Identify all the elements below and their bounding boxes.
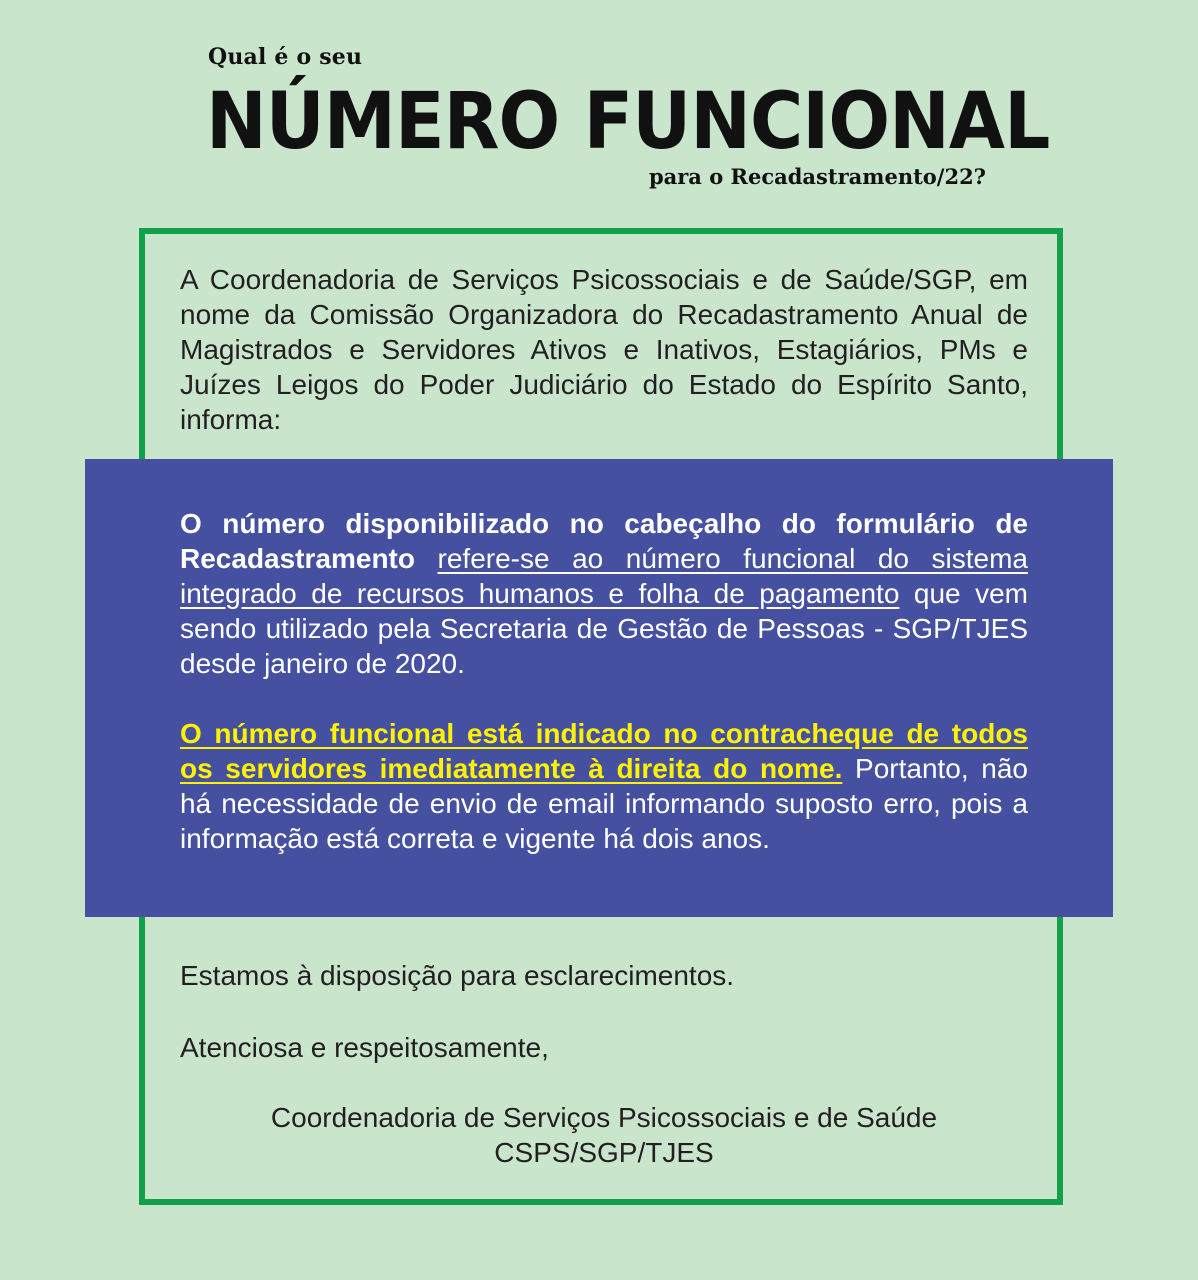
signature-line-2: CSPS/SGP/TJES [494,1137,714,1168]
header-subtitle: para o Recadastramento/22? [648,164,986,189]
intro-paragraph [180,262,1028,437]
availability-line: Estamos à disposição para esclarecimentos. [180,960,735,991]
notice-text [180,506,1028,856]
signature-line-1: Coordenadoria de Serviços Psicossociais e de Saúde [270,1102,938,1133]
header-kicker: Qual é o seu [208,44,363,70]
salutation-line: Atenciosa e respeitosamente, [180,1032,549,1063]
notice-highlight-text: O número funcional está indicado no contracheque de todos os servidores imediatamente à direita do nome. [180,718,1028,784]
signature-block [145,1100,1063,1170]
notice-plain-text: que vem sendo utilizado pela Secretaria de Gestão de Pessoas - SGP/TJES desde janeiro de 2020. [180,578,1029,679]
notice-followup-text: Portanto, não há necessidade de envio de email informando suposto erro, pois a informação está correta e vigente há dois anos. [180,753,1028,854]
notice-paragraph-2 [180,716,1028,856]
intro-text: A Coordenadoria de Serviços Psicossociais e de Saúde/SGP, em nome da Comissão Organizadora do Recadastramento Anual de Magistrados e Servidores Ativos e Inativos, Estagiários, PMs e Juízes Leigos do Poder Judiciário do Estado do Espírito Santo, informa: [180,264,1028,435]
notice-underlined-text: refere-se ao número funcional do sistema integrado de recursos humanos e folha de pagamento [180,543,1029,609]
notice-bold-text: O número disponibilizado no cabeçalho do formulário de Recadastramento [180,508,1028,574]
header-title: NÚMERO FUNCIONAL [206,77,1050,167]
notice-paragraph-1 [180,506,1028,681]
